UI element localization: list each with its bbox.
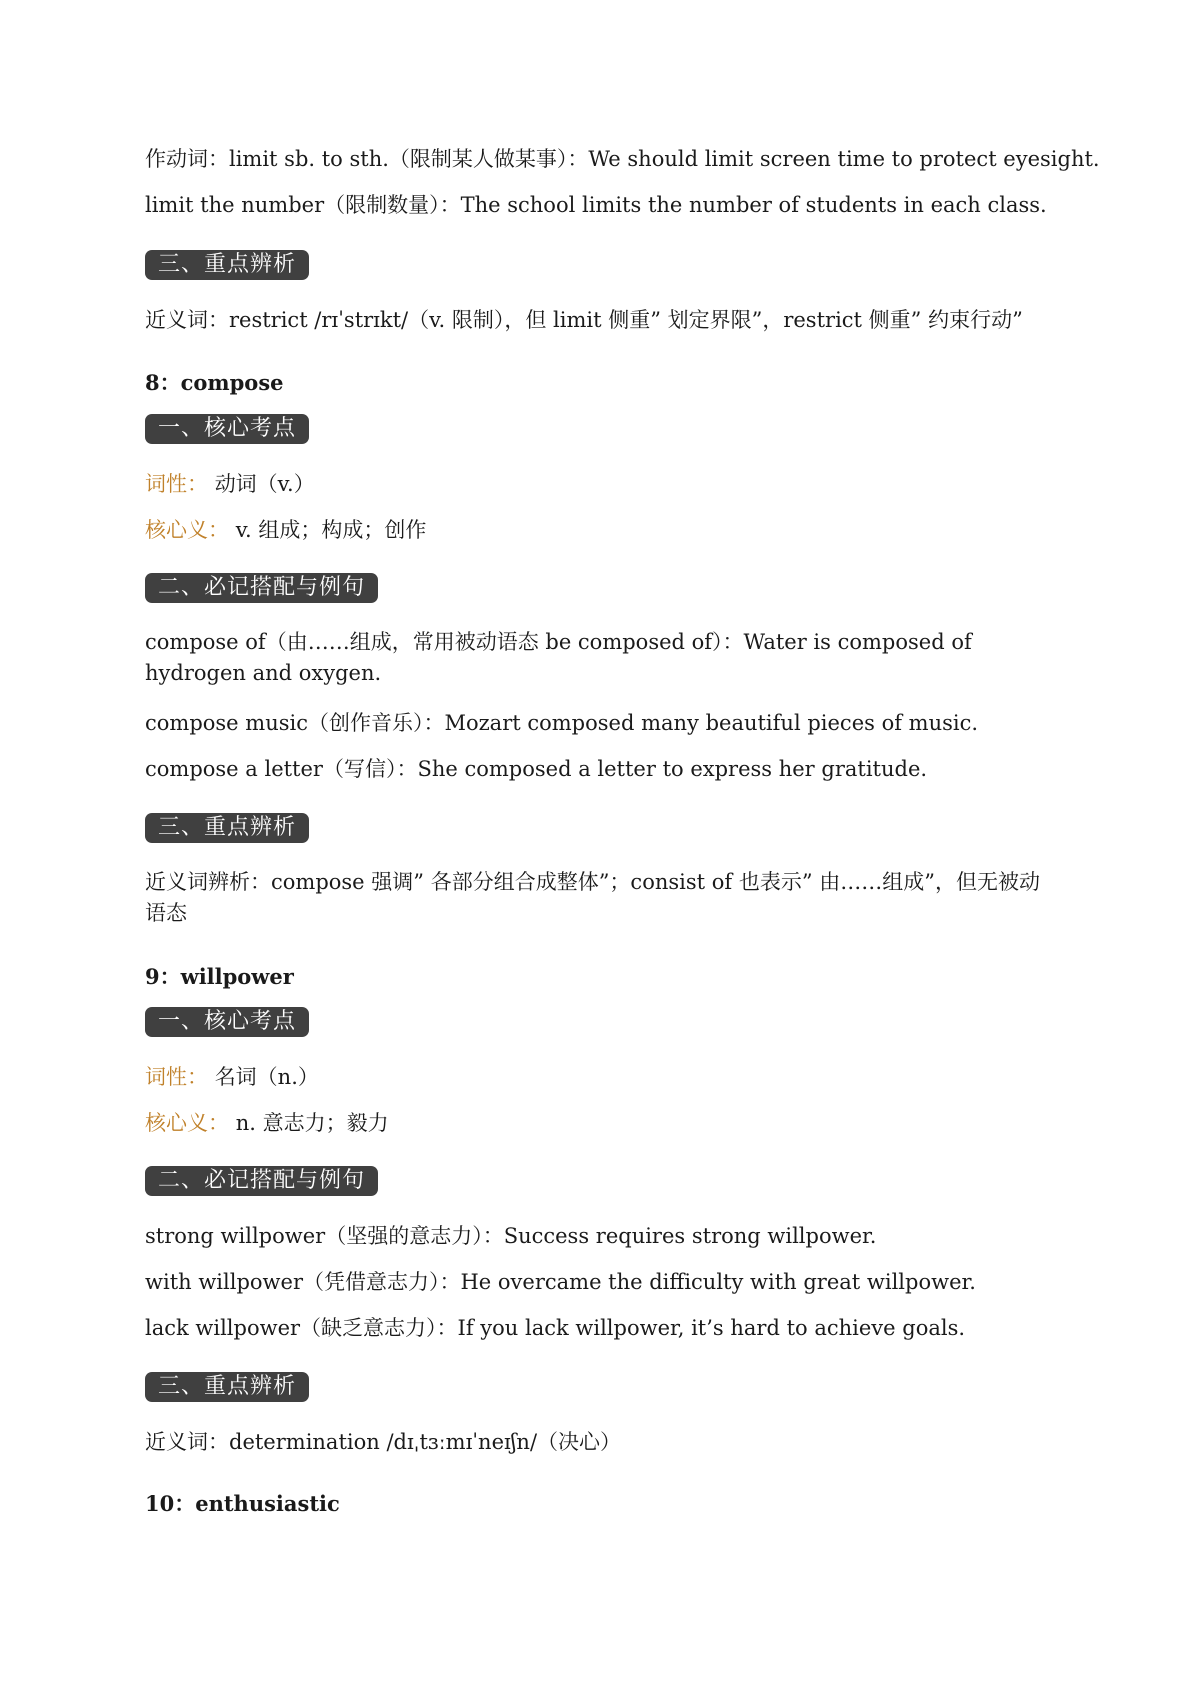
usage-line-limit-verb: 作动词：limit sb. to sth.（限制某人做某事）：We should limit screen time to protect eyesight. (145, 147, 1100, 171)
example-line: compose music（创作音乐）：Mozart composed many beautiful pieces of music. (145, 711, 979, 735)
example-line: compose of（由……组成，常用被动语态 be composed of）：Water is composed of hydrogen and oxygen. (145, 630, 972, 685)
example-line: lack willpower（缺乏意志力）：If you lack willpower, it’s hard to achieve goals. (145, 1316, 966, 1340)
section-tag-analysis: 三、重点辨析 (145, 1372, 309, 1402)
usage-line-limit-number: limit the number（限制数量）：The school limits the number of students in each class. (145, 193, 1047, 217)
section-tag-analysis: 三、重点辨析 (145, 250, 309, 280)
entry-heading-willpower: 9：willpower (145, 964, 294, 989)
section-tag-analysis: 三、重点辨析 (145, 813, 309, 843)
pos-line (145, 1062, 1050, 1093)
meaning-label: 核心义： (145, 1111, 229, 1135)
section-tag-collocations: 二、必记搭配与例句 (145, 573, 378, 603)
pos-line (145, 469, 1050, 500)
meaning-value: n. 意志力；毅力 (235, 1111, 389, 1135)
meaning-line (145, 1108, 1050, 1139)
example-line: strong willpower（坚强的意志力）：Success requires strong willpower. (145, 1224, 877, 1248)
example-line: compose a letter（写信）：She composed a letter to express her gratitude. (145, 757, 928, 781)
pos-value: 名词（n.） (214, 1065, 319, 1089)
meaning-value: v. 组成；构成；创作 (235, 518, 427, 542)
synonym-line-limit: 近义词：restrict /rɪˈstrɪkt/（v. 限制），但 limit 侧重” 划定界限”，restrict 侧重” 约束行动” (145, 308, 1023, 332)
analysis-line: 近义词辨析：compose 强调” 各部分组合成整体”；consist of 也表示” 由……组成”，但无被动语态 (145, 870, 1040, 925)
pos-label: 词性： (145, 1065, 208, 1089)
pos-label: 词性： (145, 472, 208, 496)
example-line: with willpower（凭借意志力）：He overcame the difficulty with great willpower. (145, 1270, 976, 1294)
analysis-line: 近义词：determination /dɪˌtɜːmɪˈneɪʃn/（决心） (145, 1430, 622, 1454)
section-tag-core: 一、核心考点 (145, 1007, 309, 1037)
meaning-label: 核心义： (145, 518, 229, 542)
entry-heading-compose: 8：compose (145, 370, 284, 395)
section-tag-core: 一、核心考点 (145, 414, 309, 444)
meaning-line (145, 515, 1050, 546)
entry-heading-enthusiastic: 10：enthusiastic (145, 1491, 340, 1516)
section-tag-collocations: 二、必记搭配与例句 (145, 1166, 378, 1196)
pos-value: 动词（v.） (214, 472, 315, 496)
